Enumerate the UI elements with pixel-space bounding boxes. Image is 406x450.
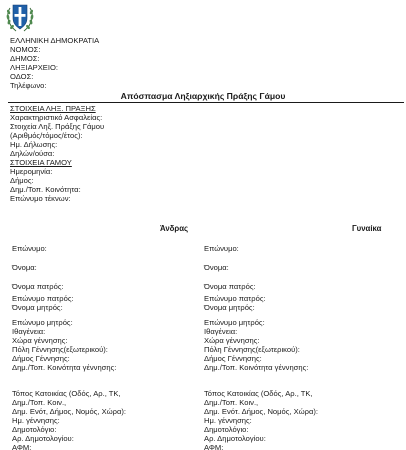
wife-birth-city-label: Πόλη Γέννησης(εξωτερικού): — [204, 345, 300, 354]
country-name: ΕΛΛΗΝΙΚΗ ΔΗΜΟΚΡΑΤΙΑ — [10, 36, 100, 45]
husband-column-heading: Άνδρας — [160, 224, 189, 233]
children-surname-label: Επώνυμο τέκνων: — [10, 194, 71, 203]
act-details-label: Στοιχεία Ληξ. Πράξης Γάμου — [10, 122, 105, 131]
husband-birth-country-label: Χώρα γέννησης: — [12, 336, 68, 345]
street-label: ΟΔΟΣ: — [10, 72, 34, 81]
husband-name-label: Όνομα: — [12, 263, 37, 272]
wife-nationality-label: Ιθαγένεια: — [204, 327, 238, 336]
wife-registry-label: Δημοτολόγιο: — [204, 425, 249, 434]
husband-mother-name-label: Όνομα μητρός: — [12, 303, 63, 312]
husband-residence-line-1: Τόπος Κατοικίας (Οδός, Αρ., ΤΚ, — [12, 389, 121, 398]
wife-residence-line-3: Δημ. Ενότ. Δήμος, Νομός, Χώρα): — [204, 407, 318, 416]
wife-surname-label: Επώνυμο: — [204, 244, 239, 253]
marriage-section-heading: ΣΤΟΙΧΕΙΑ ΓΑΜΟΥ — [10, 158, 72, 167]
husband-nationality-label: Ιθαγένεια: — [12, 327, 46, 336]
husband-afm-label: ΑΦΜ: — [12, 443, 32, 450]
husband-birth-date-label: Ημ. γέννησης: — [12, 416, 60, 425]
wife-father-surname-label: Επώνυμο πατρός: — [204, 294, 266, 303]
marriage-date-label: Ημερομηνία: — [10, 167, 53, 176]
wife-mother-surname-label: Επώνυμο μητρός: — [204, 318, 265, 327]
wife-mother-name-label: Όνομα μητρός: — [204, 303, 255, 312]
act-section-heading: ΣΤΟΙΧΕΙΑ ΛΗΞ. ΠΡΑΞΗΣ — [10, 104, 96, 113]
wife-name-label: Όνομα: — [204, 263, 229, 272]
husband-registry-label: Δημοτολόγιο: — [12, 425, 57, 434]
wife-father-name-label: Όνομα πατρός: — [204, 282, 256, 291]
husband-residence-line-2: Δημ./Τοπ. Κοιν., — [12, 398, 67, 407]
declaration-date-label: Ημ. Δήλωσης: — [10, 140, 58, 149]
wife-registry-number-label: Αρ. Δημοτολογίου: — [204, 434, 266, 443]
husband-father-name-label: Όνομα πατρός: — [12, 282, 64, 291]
act-details-section — [10, 104, 270, 203]
declarant-label: Δηλών/ούσα: — [10, 149, 55, 158]
document-title: Απόσπασμα Ληξιαρχικής Πράξης Γάμου — [120, 91, 286, 101]
wife-birth-country-label: Χώρα γέννησης: — [204, 336, 260, 345]
wife-column-heading: Γυναίκα — [352, 224, 382, 233]
wife-birth-municipality-label: Δήμος Γέννησης: — [204, 354, 262, 363]
security-feature-label: Χαρακτηριστικό Ασφαλείας: — [10, 113, 103, 122]
marriage-community-label: Δημ./Τοπ. Κοινότητα: — [10, 185, 81, 194]
husband-father-surname-label: Επώνυμο πατρός: — [12, 294, 74, 303]
wife-residence-line-1: Τόπος Κατοικίας (Οδός, Αρ., ΤΚ, — [204, 389, 313, 398]
husband-birth-city-label: Πόλη Γέννησης(εξωτερικού): — [12, 345, 108, 354]
husband-surname-label: Επώνυμο: — [12, 244, 47, 253]
wife-birth-community-label: Δημ./Τοπ. Κοινότητα γέννησης: — [204, 363, 309, 372]
issuer-header — [10, 36, 210, 90]
husband-birth-community-label: Δημ./Τοπ. Κοινότητα γέννησης: — [12, 363, 117, 372]
husband-registry-number-label: Αρ. Δημοτολογίου: — [12, 434, 74, 443]
wife-residence-line-2: Δημ./Τοπ. Κοιν., — [204, 398, 259, 407]
phone-label: Τηλέφωνο: — [10, 81, 47, 90]
husband-birth-municipality-label: Δήμος Γέννησης: — [12, 354, 70, 363]
prefecture-label: ΝΟΜΟΣ: — [10, 45, 41, 54]
husband-residence-line-3: Δημ. Ενότ, Δήμος, Νομός, Χώρα): — [12, 407, 126, 416]
registry-office-label: ΛΗΞΙΑΡΧΕΙΟ: — [10, 63, 58, 72]
marriage-municipality-label: Δήμος: — [10, 176, 34, 185]
act-number-label: (Αριθμός/τόμος/έτος): — [10, 131, 83, 140]
greek-coat-of-arms-icon — [4, 0, 36, 34]
husband-mother-surname-label: Επώνυμο μητρός: — [12, 318, 73, 327]
municipality-label: ΔΗΜΟΣ: — [10, 54, 40, 63]
wife-birth-date-label: Ημ. γέννησης: — [204, 416, 252, 425]
wife-afm-label: ΑΦΜ: — [204, 443, 224, 450]
title-divider — [8, 102, 404, 103]
